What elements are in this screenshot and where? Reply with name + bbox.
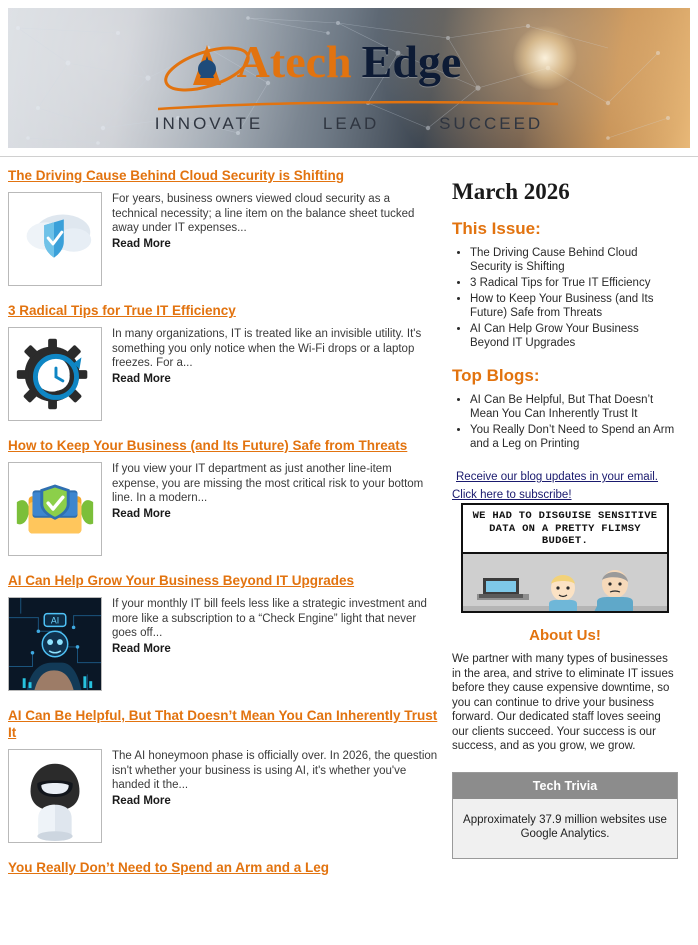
tech-trivia-text: Approximately 37.9 million websites use Google Analytics. [463,813,667,840]
read-more-link[interactable]: Read More [112,642,171,655]
swoosh-underline-graphic [158,100,558,112]
article-excerpt: If you view your IT department as just another line-item expense, you are missing the most critical risk to your bottom line. In a modern... [112,463,424,504]
article-item [8,437,438,556]
cloud-shield-icon [9,193,101,285]
article-title-link[interactable]: AI Can Help Grow Your Business Beyond IT Upgrades [8,573,355,588]
article-thumbnail [8,749,102,843]
article-excerpt-wrap [112,192,438,286]
sidebar-column [452,167,678,877]
article-excerpt-wrap [112,749,438,843]
article-thumbnail [8,597,102,691]
top-blogs-heading: Top Blogs: [452,366,540,385]
article-excerpt: If your monthly IT bill feels less like a strategic investment and more like a subscription to a “Check Engine” light that never goes off... [112,598,427,639]
subscribe-link[interactable]: Receive our blog updates in your email. Click here to subscribe! [452,471,659,501]
robot-head-icon [9,750,101,842]
tagline-word-2: LEAD [322,114,380,133]
list-item[interactable]: • 3 Radical Tips for True IT Efficiency [470,276,678,290]
articles-column [8,167,438,877]
svg-text:AI: AI [50,615,60,626]
article-excerpt-wrap [112,327,438,421]
list-item[interactable]: • AI Can Be Helpful, But That Doesn’t Mean You Can Inherently Trust It [470,393,678,421]
comic-illustration [463,554,667,614]
article-item [8,572,438,691]
list-item[interactable]: • How to Keep Your Business (and Its Future) Safe from Threats [470,292,678,320]
article-title-link[interactable]: How to Keep Your Business (and Its Future) Safe from Threats [8,438,408,453]
this-issue-list [452,246,678,350]
ai-circuit-hand-icon [9,598,101,690]
masthead-tagline [8,114,690,134]
article-excerpt: In many organizations, IT is treated like an invisible utility. It's something you only notice when the Wi-Fi drops or a laptop freezes. For a... [112,328,422,369]
article-item [8,167,438,286]
article-thumbnail [8,192,102,286]
read-more-link[interactable]: Read More [112,794,171,807]
article-item [8,707,438,843]
shield-folder-icon [9,463,101,555]
article-title-link[interactable]: AI Can Be Helpful, But That Doesn’t Mean You Can Inherently Trust It [8,708,438,740]
read-more-link[interactable]: Read More [112,237,171,250]
article-excerpt-wrap [112,462,438,556]
gear-clock-icon [9,328,101,420]
article-title-link-partial[interactable]: You Really Don’t Need to Spend an Arm and a Leg [8,860,330,875]
article-item [8,302,438,421]
logo-wordmark [8,36,690,89]
top-blogs-list [452,393,678,451]
article-excerpt: For years, business owners viewed cloud security as a technical necessity; a line item on the balance sheet tucked away under IT expenses... [112,193,415,234]
tech-trivia-box [452,772,678,859]
newsletter-body [0,157,698,877]
comic-panel [461,503,669,613]
read-more-link[interactable]: Read More [112,507,171,520]
newsletter-masthead [8,8,690,148]
logo-primary-text: Atech [236,36,352,87]
article-thumbnail [8,327,102,421]
article-title-link[interactable]: The Driving Cause Behind Cloud Security is Shifting [8,168,345,183]
issue-month: March 2026 [452,179,570,204]
tagline-word-3: SUCCEED [439,114,544,133]
article-excerpt-wrap [112,597,438,691]
read-more-link[interactable]: Read More [112,372,171,385]
article-excerpt: The AI honeymoon phase is officially over. In 2026, the question isn't whether your business is using AI, it's whether you've handed it the... [112,750,438,791]
article-thumbnail [8,462,102,556]
list-item[interactable]: • The Driving Cause Behind Cloud Security is Shifting [470,246,678,274]
article-title-link[interactable]: 3 Radical Tips for True IT Efficiency [8,303,236,318]
tech-trivia-heading: Tech Trivia [453,773,677,799]
comic-caption: WE HAD TO DISGUISE SENSITIVE DATA ON A PRETTY FLIMSY BUDGET. [463,505,667,554]
tagline-word-1: INNOVATE [154,114,264,133]
about-us-text: We partner with many types of businesses in the area, and strive to eliminate IT issues before they cause expensive downtime, so you can continue to drive your business forward. Our dedicated staff loves seeing our clients succeed. Your success is our success, and as you grow, we grow. [452,653,674,752]
list-item[interactable]: • You Really Don’t Need to Spend an Arm and a Leg on Printing [470,423,678,451]
this-issue-heading: This Issue: [452,219,541,238]
about-us-heading: About Us! [529,627,601,644]
list-item[interactable]: • AI Can Help Grow Your Business Beyond IT Upgrades [470,322,678,350]
logo-secondary-text: Edge [361,36,462,87]
